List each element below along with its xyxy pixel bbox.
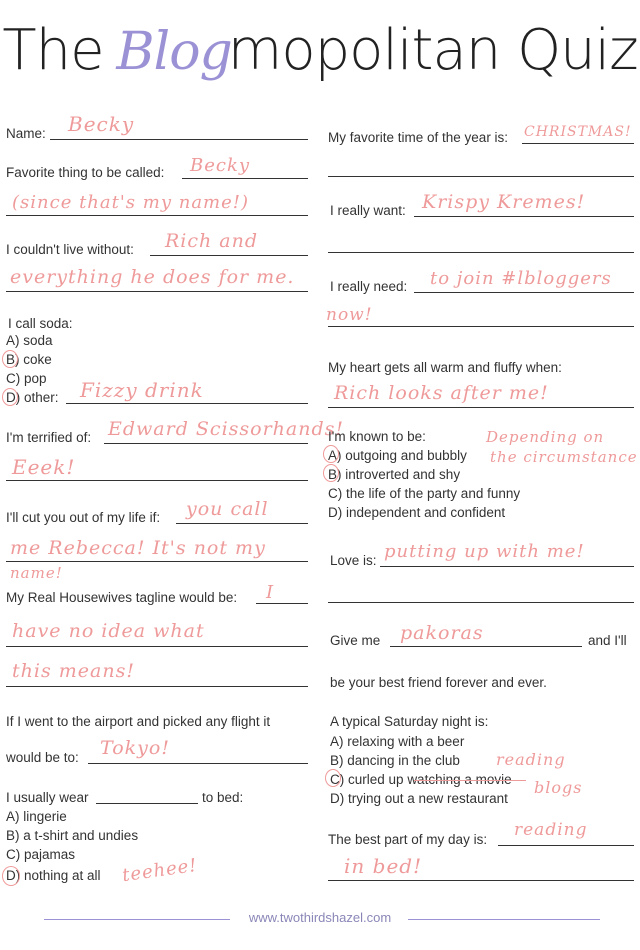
wear-option-b: B) a t-shirt and undies [6,828,139,843]
saturday-option-c-struck: watching a movie [407,772,512,787]
footer-line-right [408,919,600,920]
without-answer-1: Rich and [165,230,259,252]
saturday-label: A typical Saturday night is: [330,714,489,729]
known-label: I'm known to be: [328,429,426,444]
soda-line [66,403,308,404]
airport-label-1: If I went to the airport and picked any flight it [6,714,271,729]
saturday-strike [414,780,526,781]
soda-circle-d [2,388,18,406]
saturday-answer-1: reading [496,750,566,769]
known-option-b: B) introverted and shy [328,467,461,482]
heart-label: My heart gets all warm and fluffy when: [328,360,562,375]
give-label-1: Give me [330,633,381,648]
saturday-option-b: B) dancing in the club [330,753,460,768]
airport-line [88,763,308,764]
saturday-option-c-text: C) curled up [330,772,404,787]
need-answer-1: to join #lbloggers [430,268,612,289]
airport-label-2: would be to: [6,750,79,765]
love-line-1 [380,566,634,567]
want-line-2 [328,252,634,253]
wear-answer: teehee! [120,854,199,887]
cutout-answer-3: name! [10,564,63,582]
wear-line [96,803,198,804]
tagline-label: My Real Housewives tagline would be: [6,590,238,605]
give-label-2: and I'll [588,633,627,648]
tagline-line-3 [6,686,308,687]
without-answer-2: everything he does for me. [10,266,295,288]
terrified-answer-2: Eeek! [12,455,76,479]
heart-answer: Rich looks after me! [334,382,549,404]
saturday-answer-2: blogs [534,778,583,797]
called-answer-2: (since that's my name!) [12,192,250,213]
terrified-answer-1: Edward Scissorhands! [108,418,345,440]
terrified-line-1 [104,443,308,444]
love-answer: putting up with me! [384,541,585,562]
time-label: My favorite time of the year is: [328,130,509,145]
name-line [50,139,308,140]
time-line-2 [328,176,634,177]
known-circle-b [323,464,339,482]
saturday-option-a: A) relaxing with a beer [330,734,465,749]
wear-label-2: to bed: [202,790,244,805]
title-the: The [2,18,104,83]
known-circle-a [323,445,339,463]
called-label: Favorite thing to be called: [6,165,165,180]
best-answer-1: reading [514,820,588,840]
quiz-title [0,18,640,83]
terrified-line-2 [6,480,308,481]
without-line-1 [150,255,308,256]
best-line-1 [498,845,634,846]
name-answer: Becky [68,112,135,136]
best-label: The best part of my day is: [328,832,488,847]
soda-label: I call soda: [8,316,73,331]
name-label: Name: [6,126,46,141]
cutout-answer-2: me Rebecca! It's not my [10,537,266,559]
without-label: I couldn't live without: [6,242,134,257]
called-answer-1: Becky [190,155,251,176]
saturday-option-d: D) trying out a new restaurant [330,791,508,806]
title-rest: mopolitan Quiz [227,18,638,83]
need-line-1 [414,292,634,293]
known-answer-2: the circumstance [490,448,638,466]
soda-option-d: D) other: [6,390,59,405]
best-line-2 [328,880,634,881]
soda-option-a: A) soda [6,333,53,348]
want-label: I really want: [330,203,406,218]
soda-option-b: B) coke [6,352,52,367]
need-line-2 [328,326,634,327]
wear-option-d: D) nothing at all [6,868,101,883]
heart-line [328,407,634,408]
tagline-line-1 [256,603,308,604]
known-option-c: C) the life of the party and funny [328,486,521,501]
love-label: Love is: [330,553,377,568]
called-line-2 [6,215,308,216]
wear-label-1: I usually wear [6,790,89,805]
airport-answer: Tokyo! [100,737,170,759]
time-line-1 [522,143,634,144]
love-line-2 [328,602,634,603]
wear-option-c: C) pajamas [6,847,76,862]
give-line [390,646,582,647]
soda-answer: Fizzy drink [80,378,204,402]
cutout-line-2 [6,561,308,562]
tagline-answer-1: I [266,582,275,603]
called-line-1 [182,178,308,179]
known-option-d: D) independent and confident [328,505,506,520]
give-answer: pakoras [400,622,484,644]
footer-url: www.twothirdshazel.com [248,910,392,925]
best-answer-2: in bed! [344,854,423,878]
time-answer: CHRISTMAS! [524,124,632,140]
tagline-answer-2: have no idea what [12,620,205,642]
tagline-answer-3: this means! [12,660,135,682]
wear-circle-d [2,866,20,886]
cutout-answer-1: you call [186,498,269,520]
tagline-line-2 [6,646,308,647]
give-label-3: be your best friend forever and ever. [330,675,547,690]
soda-option-c: C) pop [6,371,47,386]
need-answer-2: now! [326,305,373,325]
need-label: I really need: [330,279,408,294]
want-line-1 [414,216,634,217]
terrified-label: I'm terrified of: [6,430,92,445]
cutout-line-1 [176,523,308,524]
known-option-a: A) outgoing and bubbly [328,448,467,463]
want-answer: Krispy Kremes! [422,191,586,213]
title-blog-accent: Blog [116,22,232,82]
cutout-label: I'll cut you out of my life if: [6,510,161,525]
known-answer-1: Depending on [486,428,605,446]
wear-option-a: A) lingerie [6,809,67,824]
without-line-2 [6,291,308,292]
soda-circle-b [2,350,18,368]
saturday-circle-c [325,769,341,787]
